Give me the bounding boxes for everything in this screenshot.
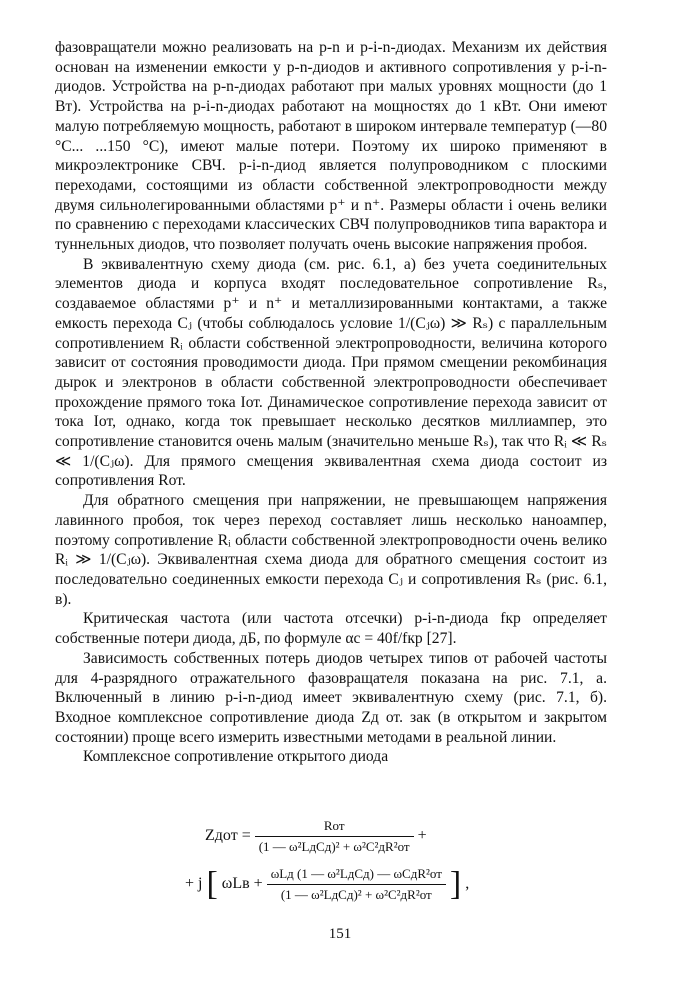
paragraph-2: В эквивалентную схему диода (см. рис. 6.1, а) без учета соединительных элементов диода и корпуса входят последовательное сопротивление Rₛ, создаваемое областями p⁺ и n⁺ и металлизированными контактами, а также емкость перехода Cⱼ (чтобы соблюдалось условие 1/(Cⱼω) ≫ Rₛ) с параллельным сопротивлением Rᵢ области собственной электропроводности, величина которого зависит от состояния проводимости диода. При прямом смещении рекомбинация дырок и электронов в области собственной электропроводности обеспечивает прохождение прямого тока Iот. Динамическое сопротивление перехода зависит от тока Iот, однако, когда ток превышает несколько десятков миллиампер, это сопротивление становится очень малым (значительно меньше Rₛ), так что Rᵢ ≪ Rₛ ≪ 1/(Cⱼω). Для прямого смещения эквивалентная схема диода состоит из сопротивления Rот. bbox=[55, 255, 607, 490]
formula-lhs: Zдот = bbox=[205, 827, 251, 845]
paragraph-4: Критическая частота (или частота отсечки) p-i-n-диода fкр определяет собственные потери диода, дБ, по формуле αс = 40f/fкр [27]. bbox=[55, 610, 607, 648]
fraction-1-denominator: (1 — ω²LдCд)² + ω²C²дR²от bbox=[258, 839, 410, 854]
formula-line-2 bbox=[185, 866, 469, 903]
bracket-close: ] bbox=[449, 865, 462, 903]
formula-plus: + bbox=[417, 827, 427, 845]
fraction-2-numerator: ωLд (1 — ω²LдCд) — ωCдR²от bbox=[267, 866, 446, 885]
fraction-1-numerator: Rот bbox=[255, 818, 414, 837]
paragraph-5: Зависимость собственных потерь диодов четырех типов от рабочей частоты для 4-разрядного отражательного фазовращателя показана на рис. 7.1, а. Включенный в линию p-i-n-диод имеет эквивалентную схему (рис. 7.1, б). Входное комплексное сопротивление диода Zд от. зак (в открытом и закрытом состоянии) проще всего измерить известными методами в реальной линии. bbox=[55, 649, 607, 746]
formula-tail: , bbox=[465, 875, 470, 893]
page-body bbox=[55, 38, 607, 767]
paragraph-6: Комплексное сопротивление открытого диода bbox=[83, 748, 389, 766]
formula-imag-lead: + j bbox=[185, 875, 203, 893]
formula-line-1 bbox=[205, 818, 427, 855]
paragraph-3: Для обратного смещения при напряжении, не превышающем напряжения лавинного пробоя, ток через переход составляет лишь несколько наноампер, поэтому сопротивление Rᵢ области собственной электропроводности очень велико Rᵢ ≫ 1/(Cⱼω). Эквивалентная схема диода для обратного смещения состоит из последовательно соединенных емкости перехода Cⱼ и сопротивления Rₛ (рис. 6.1, в). bbox=[55, 492, 607, 608]
formula-inner-term: ωLв + bbox=[221, 875, 263, 893]
bracket-open: [ bbox=[206, 865, 218, 903]
fraction-2-denominator: (1 — ω²LдCд)² + ω²C²дR²от bbox=[280, 887, 432, 902]
formula-fraction-2 bbox=[267, 866, 446, 903]
page-number: 151 bbox=[328, 926, 352, 942]
paragraph-1: фазовращатели можно реализовать на p-n и p-i-n-диодах. Механизм их действия основан на изменении емкости у p-n-диодов и активного сопротивления у p-i-n-диодов. Устройства на p-n-диодах работают при малых уровнях мощности (до 1 Вт). Устройства на p-i-n-диодах работают на мощностях до 1 кВт. Они имеют малую потребляемую мощность, работают в широком интервале температур (—80 °С... ...150 °С), имеют малые потери. Поэтому их широко применяют в микроэлектронике СВЧ. p-i-n-диод является полупроводником с плоскими переходами, состоящими из области собственной электропроводности между двумя сильнолегированными областями p⁺ и n⁺. Размеры области i очень велики по сравнению с переходами классических СВЧ полупроводников типа варактора и туннельных диодов, что позволяет получать очень высокие напряжения пробоя. bbox=[55, 39, 608, 254]
formula-fraction-1 bbox=[255, 818, 414, 855]
